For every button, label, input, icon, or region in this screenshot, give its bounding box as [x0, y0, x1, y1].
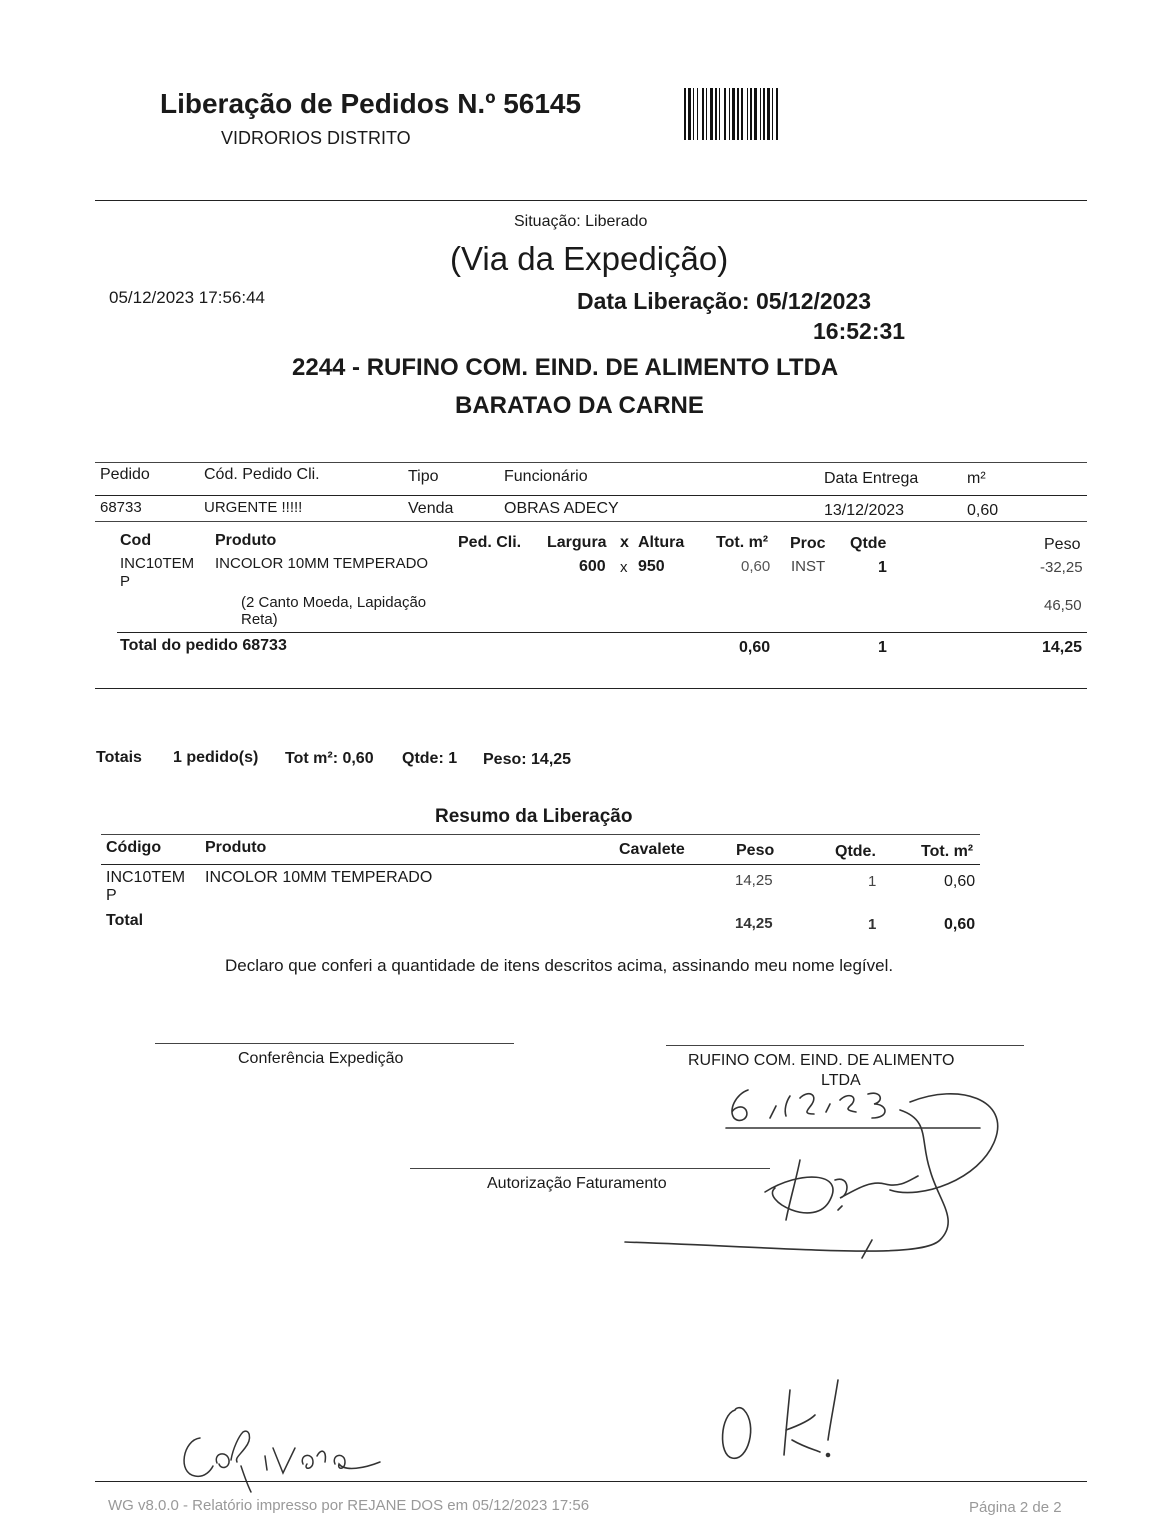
- order-tipo: Venda: [408, 500, 454, 517]
- via-label: (Via da Expedição): [450, 240, 729, 277]
- autorizacao-label: Autorização Faturamento: [487, 1175, 667, 1192]
- handwritten-ok: [710, 1370, 870, 1470]
- resumo-total-label: Total: [106, 912, 144, 929]
- resumo-header-codigo: Código: [106, 839, 162, 856]
- item-header-peso: Peso: [1044, 536, 1081, 553]
- resumo-codigo: INC10TEM: [106, 869, 186, 886]
- item-header-x: x: [620, 534, 629, 551]
- cliente-name-line2: LTDA: [821, 1072, 861, 1089]
- resumo-tot-m2: 0,60: [944, 873, 976, 890]
- resumo-header-border: [101, 864, 980, 865]
- footer-divider: [95, 1481, 1087, 1482]
- item-altura: 950: [638, 558, 665, 575]
- item-obs-peso: 46,50: [1044, 597, 1082, 614]
- item-header-altura: Altura: [638, 534, 685, 551]
- resumo-total-peso: 14,25: [735, 915, 773, 932]
- conferencia-signature-line: [155, 1043, 514, 1044]
- item-header-qtde: Qtde: [850, 535, 887, 552]
- resumo-total-qtde: 1: [868, 916, 877, 933]
- item-tot-m2: 0,60: [741, 558, 771, 575]
- resumo-total-m2: 0,60: [944, 916, 976, 933]
- declaracao-text: Declaro que conferi a quantidade de itens descritos acima, assinando meu nome legível.: [225, 956, 894, 975]
- col-header-data-entrega: Data Entrega: [824, 470, 919, 487]
- resumo-header-tot-m2: Tot. m²: [921, 843, 974, 860]
- totais-pedidos: 1 pedido(s): [173, 749, 259, 766]
- item-cod-cont: P: [120, 573, 131, 590]
- data-liberacao: Data Liberação: 05/12/2023: [577, 288, 872, 314]
- resumo-header-qtde: Qtde.: [835, 843, 876, 860]
- resumo-header-cavalete: Cavalete: [619, 841, 685, 858]
- footer-report-info: WG v8.0.0 - Relatório impresso por REJANE DOS em 05/12/2023 17:56: [108, 1497, 590, 1514]
- order-pedido: 68733: [100, 499, 142, 516]
- totais-label: Totais: [96, 749, 142, 766]
- order-data-entrega: 13/12/2023: [824, 502, 905, 519]
- conferencia-label: Conferência Expedição: [238, 1050, 404, 1067]
- col-header-cod-pedido-cli: Cód. Pedido Cli.: [204, 466, 320, 483]
- resumo-qtde: 1: [868, 873, 877, 890]
- item-header-cod: Cod: [120, 532, 152, 549]
- handwritten-date-signature: [600, 1080, 1020, 1280]
- client-fantasy-name: BARATAO DA CARNE: [455, 392, 704, 419]
- order-total-peso: 14,25: [1042, 639, 1083, 656]
- item-peso: -32,25: [1040, 559, 1083, 576]
- item-total-border: [117, 632, 1087, 633]
- cliente-signature-line: [666, 1045, 1024, 1046]
- print-datetime: 05/12/2023 17:56:44: [109, 288, 265, 307]
- company-name: VIDRORIOS DISTRITO: [221, 128, 411, 148]
- item-proc: INST: [791, 558, 826, 575]
- resumo-header-produto: Produto: [205, 839, 267, 856]
- order-table-top-border: [95, 462, 1087, 463]
- order-section-bottom-border: [95, 688, 1087, 689]
- resumo-top-border: [101, 834, 980, 835]
- item-header-produto: Produto: [215, 532, 277, 549]
- item-largura: 600: [579, 558, 606, 575]
- item-header-proc: Proc: [790, 535, 826, 552]
- item-produto: INCOLOR 10MM TEMPERADO: [215, 555, 429, 572]
- resumo-codigo-cont: P: [106, 887, 117, 904]
- barcode: [684, 88, 860, 140]
- totais-peso: Peso: 14,25: [483, 751, 572, 768]
- order-m2: 0,60: [967, 502, 999, 519]
- resumo-peso: 14,25: [735, 872, 773, 889]
- footer-page-number: Página 2 de 2: [969, 1499, 1062, 1516]
- order-total-qtde: 1: [878, 639, 887, 656]
- col-header-m2: m²: [967, 470, 986, 487]
- col-header-pedido: Pedido: [100, 466, 150, 483]
- order-total-label: Total do pedido 68733: [120, 637, 287, 654]
- data-liberacao-time: 16:52:31: [813, 318, 906, 344]
- item-observacao: (2 Canto Moeda, Lapidação: [241, 594, 427, 611]
- col-header-funcionario: Funcionário: [504, 468, 588, 485]
- item-qtde: 1: [878, 559, 887, 576]
- col-header-tipo: Tipo: [408, 468, 439, 485]
- item-x: x: [620, 559, 628, 576]
- order-cod-pedido-cli: URGENTE !!!!!: [204, 499, 303, 516]
- handwritten-name: [175, 1418, 415, 1488]
- resumo-title: Resumo da Liberação: [435, 806, 633, 827]
- resumo-header-peso: Peso: [736, 842, 775, 859]
- client-name: 2244 - RUFINO COM. EIND. DE ALIMENTO LTDA: [292, 354, 839, 381]
- header-divider: [95, 200, 1087, 201]
- item-header-ped-cli: Ped. Cli.: [458, 534, 522, 551]
- document-title: Liberação de Pedidos N.º 56145: [160, 88, 582, 119]
- situacao: Situação: Liberado: [514, 213, 648, 230]
- order-funcionario: OBRAS ADECY: [504, 500, 619, 517]
- item-header-tot-m2: Tot. m²: [716, 534, 769, 551]
- item-header-largura: Largura: [547, 534, 607, 551]
- order-row-border: [95, 521, 1087, 522]
- totais-qtde: Qtde: 1: [402, 750, 458, 767]
- item-cod: INC10TEM: [120, 555, 195, 572]
- totais-m2: Tot m²: 0,60: [285, 750, 374, 767]
- order-table-header-border: [95, 495, 1087, 496]
- order-total-m2: 0,60: [739, 639, 771, 656]
- item-observacao-cont: Reta): [241, 611, 278, 628]
- cliente-name-line1: RUFINO COM. EIND. DE ALIMENTO: [688, 1052, 955, 1069]
- resumo-produto: INCOLOR 10MM TEMPERADO: [205, 869, 433, 886]
